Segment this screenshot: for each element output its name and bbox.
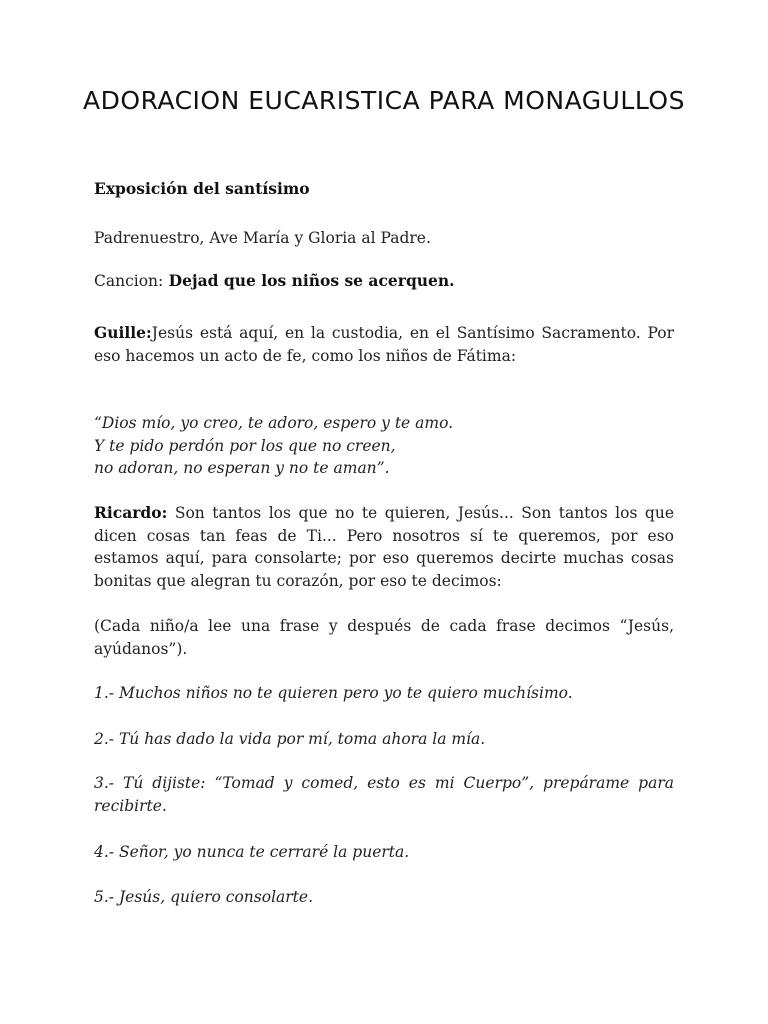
phrase-2: 2.- Tú has dado la vida por mí, toma ahora la mía. bbox=[94, 730, 486, 748]
guille-speaker: Guille: bbox=[94, 323, 152, 342]
ricardo-text: Son tantos los que no te quieren, Jesús... Son tantos los que dicen cosas tan feas de Ti... Pero nosotros sí te queremos, por eso estamos aquí, para consolarte; por eso queremos decirte muchas cosas bonitas que alegran tu corazón, por eso te decimos: bbox=[94, 504, 674, 590]
phrase-3: 3.- Tú dijiste: “Tomad y comed, esto es mi Cuerpo”, prepárame para recibirte. bbox=[94, 774, 674, 815]
instruction-paragraph: (Cada niño/a lee una frase y después de cada frase decimos “Jesús, ayúdanos”). bbox=[94, 617, 674, 658]
prayers-paragraph: Padrenuestro, Ave María y Gloria al Padre. bbox=[94, 229, 431, 247]
phrase-1: 1.- Muchos niños no te quieren pero yo te quiero muchísimo. bbox=[94, 684, 573, 702]
song-label: Cancion: bbox=[94, 272, 164, 290]
ricardo-speaker: Ricardo: bbox=[94, 503, 168, 522]
phrase-4: 4.- Señor, yo nunca te cerraré la puerta. bbox=[94, 843, 410, 861]
fatima-prayer-line-3: no adoran, no esperan y no te aman”. bbox=[94, 459, 390, 477]
page-title: ADORACION EUCARISTICA PARA MONAGULLOS bbox=[83, 86, 685, 115]
fatima-prayer-line-1: “Dios mío, yo creo, te adoro, espero y te amo. bbox=[94, 414, 454, 432]
song-title: Dejad que los niños se acerquen. bbox=[163, 271, 455, 290]
guille-paragraph bbox=[94, 322, 674, 367]
phrase-5: 5.- Jesús, quiero consolarte. bbox=[94, 888, 314, 906]
section-heading-exposicion bbox=[94, 178, 674, 201]
song-paragraph bbox=[94, 270, 674, 293]
exposicion-heading-text: Exposición del santísimo bbox=[94, 179, 310, 198]
ricardo-paragraph bbox=[94, 502, 674, 592]
fatima-prayer bbox=[94, 412, 674, 480]
document-page bbox=[83, 0, 685, 1024]
guille-text: Jesús está aquí, en la custodia, en el Santísimo Sacramento. Por eso hacemos un acto de fe, como los niños de Fátima: bbox=[94, 324, 674, 365]
fatima-prayer-line-2: Y te pido perdón por los que no creen, bbox=[94, 436, 396, 455]
